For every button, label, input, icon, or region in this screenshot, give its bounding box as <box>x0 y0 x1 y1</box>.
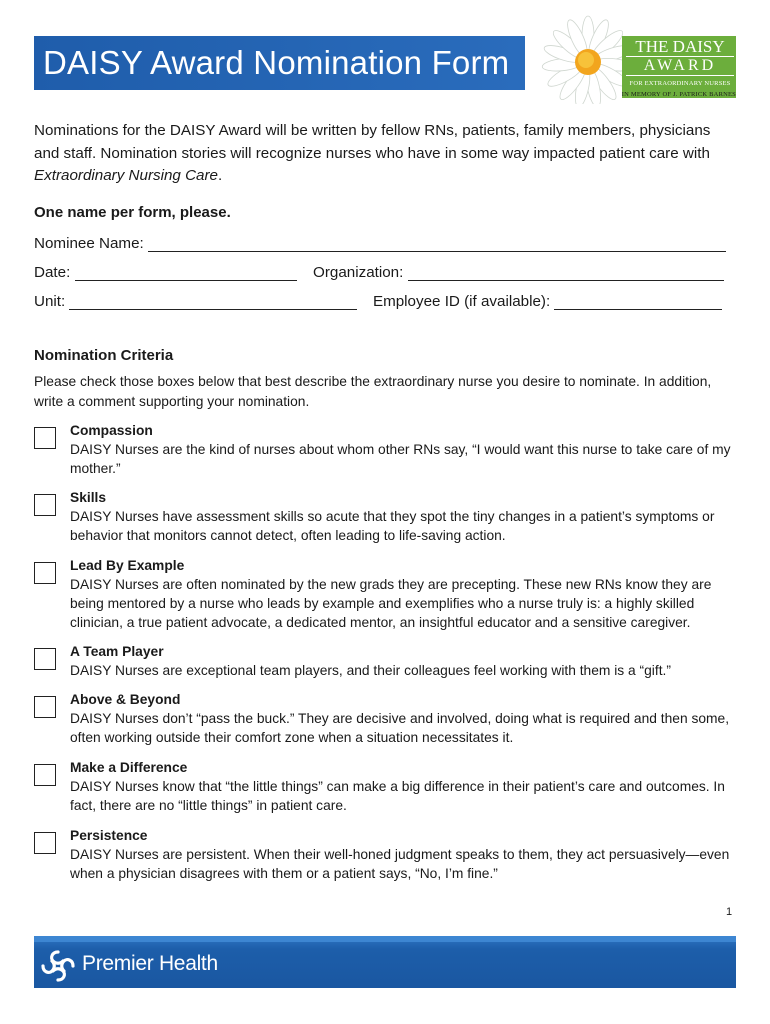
skills-checkbox[interactable] <box>34 494 56 516</box>
criteria-intro: Please check those boxes below that best describe the extraordinary nurse you desire to nominate. In addition, write a comment supporting your nomination. <box>34 374 712 409</box>
premier-health-logo-icon <box>40 949 76 983</box>
date-organization-row <box>34 263 734 283</box>
nominee-name-row <box>34 234 734 254</box>
criterion-name: Lead By Example <box>70 558 185 573</box>
nominee-name-label: Nominee Name: <box>34 235 144 252</box>
criterion-description: DAISY Nurses are exceptional team players, and their colleagues feel working with them is a “gift.” <box>70 663 671 678</box>
date-label: Date: <box>34 264 71 281</box>
employee-id-label: Employee ID (if available): <box>372 293 551 310</box>
team-player-checkbox[interactable] <box>34 648 56 670</box>
compassion-checkbox[interactable] <box>34 427 56 449</box>
unit-field[interactable] <box>69 294 357 310</box>
criterion-name: Skills <box>70 490 107 505</box>
persistence-checkbox[interactable] <box>34 832 56 854</box>
criterion-name: Make a Difference <box>70 760 188 775</box>
daisy-award-logo <box>532 14 738 104</box>
employee-id-field[interactable] <box>554 294 722 310</box>
intro-text: Nominations for the DAISY Award will be written by fellow RNs, patients, family members, physicians and staff. Nomination stories will recognize nurses who have in some way impacted patient care with <box>34 122 711 162</box>
organization-field[interactable] <box>408 265 724 281</box>
criterion-description: DAISY Nurses have assessment skills so acute that they spot the tiny changes in a patient’s symptoms or behavior that monitors cannot detect, often leading to life-saving action. <box>70 509 715 543</box>
footer-bar <box>34 936 736 988</box>
criterion-name: A Team Player <box>70 644 164 659</box>
nominee-name-field[interactable] <box>148 236 726 252</box>
one-name-instruction: One name per form, please. <box>34 204 231 221</box>
logo-line-1: THE DAISY <box>635 37 725 56</box>
criterion-name: Persistence <box>70 828 148 843</box>
criterion-name: Compassion <box>70 423 153 438</box>
unit-employee-row <box>34 292 734 312</box>
criterion-description: DAISY Nurses know that “the little things” can make a big difference in their patient’s care and outcomes. In fact, there are no “little things” in patient care. <box>70 779 725 813</box>
lead-by-example-checkbox[interactable] <box>34 562 56 584</box>
above-beyond-checkbox[interactable] <box>34 696 56 718</box>
organization-label: Organization: <box>313 264 404 281</box>
footer-stripe <box>34 936 736 942</box>
make-difference-checkbox[interactable] <box>34 764 56 786</box>
date-field[interactable] <box>75 265 297 281</box>
criterion-description: DAISY Nurses don’t “pass the buck.” They are decisive and involved, doing what is required and then some, often working outside their comfort zone when a situation necessitates it. <box>70 711 730 745</box>
page-number: 1 <box>726 906 733 918</box>
criterion-description: DAISY Nurses are the kind of nurses about whom other RNs say, “I would want this nurse to take care of my mother.” <box>70 442 731 476</box>
premier-health-brand: Premier Health <box>82 952 218 975</box>
criterion-name: Above & Beyond <box>70 692 181 707</box>
intro-end: . <box>218 167 223 184</box>
criterion-description: DAISY Nurses are persistent. When their well-honed judgment speaks to them, they act persuasively—even when a physician disagrees with them or a patient says, “No, I’m fine.” <box>70 847 730 881</box>
intro-emphasis: Extraordinary Nursing Care <box>34 167 219 184</box>
logo-tagline: FOR EXTRAORDINARY NURSES <box>629 80 731 87</box>
intro-paragraph <box>34 120 734 188</box>
logo-line-2: AWARD <box>626 56 734 76</box>
criterion-description: DAISY Nurses are often nominated by the new grads they are precepting. These new RNs know they are being mentored by a nurse who leads by example and exemplifies who a nurse truly is: a highly skilled clinician, a true patient advocate, a dedicated mentor, an insightful educator and a sensitive caregiver. <box>70 577 712 630</box>
logo-memory-line: IN MEMORY OF J. PATRICK BARNES <box>621 91 736 98</box>
page-title: DAISY Award Nomination Form <box>34 36 525 90</box>
criteria-heading: Nomination Criteria <box>34 347 174 364</box>
unit-label: Unit: <box>34 293 66 310</box>
